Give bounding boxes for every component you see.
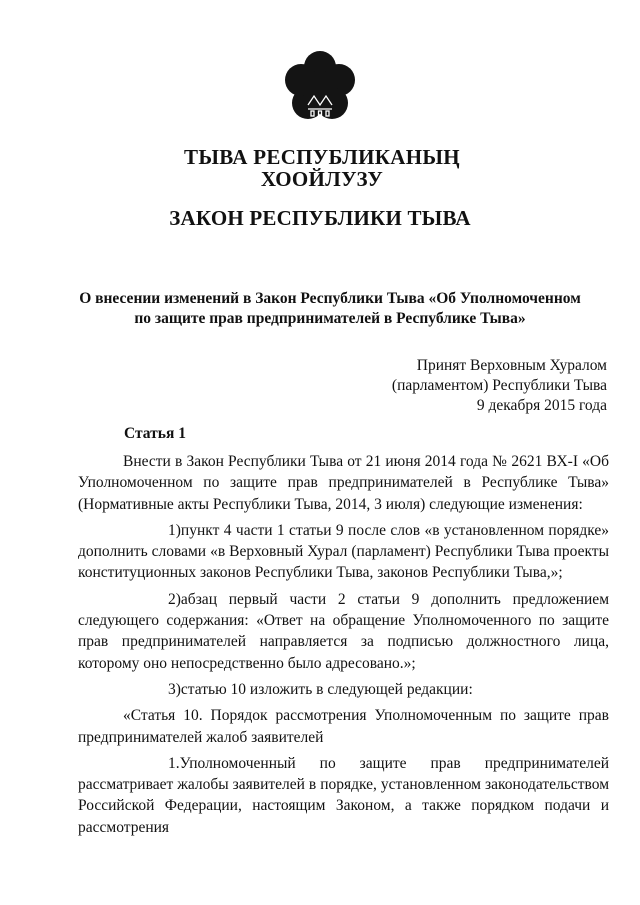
law-subject <box>60 289 600 329</box>
item-number: 2) <box>168 590 181 608</box>
item-text: пункт 4 части 1 статьи 9 после слов «в установленном порядке» дополнить словами «в Верховный Хурал (парламент) Республики Тыва проекты конституционных законов Республики Тыва, законов Республики Тыва,»; <box>78 521 609 582</box>
adoption-line: (парламентом) Республики Тыва <box>391 377 607 394</box>
article-heading: Статья 1 <box>124 425 186 442</box>
article-body <box>78 451 609 843</box>
emblem-icon <box>279 47 361 129</box>
quoted-list-item <box>78 753 609 838</box>
law-subject-line: О внесении изменений в Закон Республики Тыва «Об Уполномоченном <box>79 290 581 307</box>
item-number: 3) <box>168 680 181 698</box>
item-text: Уполномоченный по защите прав предпринимателей рассматривает жалобы заявителей в порядке, установленном законодательством Российской Федерации, настоящим Законом, а также порядком подачи и рассмотрения <box>78 754 609 836</box>
adoption-line: Принят Верховным Хуралом <box>416 357 607 374</box>
adoption-date: 9 декабря 2015 года <box>476 397 607 414</box>
item-text: статью 10 изложить в следующей редакции: <box>180 680 473 698</box>
header-title-tuvan: ТЫВА РЕСПУБЛИКАНЫҢ <box>184 145 460 169</box>
item-number: 1. <box>168 754 180 772</box>
item-text: абзац первый части 2 статьи 9 дополнить предложением следующего содержания: «Ответ на обращение Уполномоченного по защите прав предпринимателей направляется за подписью должностного лица, которому оно непосредственно было адресовано.»; <box>78 590 609 672</box>
list-item <box>78 589 609 674</box>
quoted-article-heading: «Статья 10. Порядок рассмотрения Уполномоченным по защите прав предпринимателей жалоб заявителей <box>78 707 609 746</box>
list-item <box>78 520 609 584</box>
header-title-tuvan-law: ХООЙЛУЗУ <box>260 167 384 191</box>
law-title: ЗАКОН РЕСПУБЛИКИ ТЫВА <box>169 206 471 230</box>
list-item <box>78 679 609 700</box>
article-intro: Внести в Закон Республики Тыва от 21 июня 2014 года № 2621 ВХ-I «Об Уполномоченном по защите прав предпринимателей в Республике Тыва» (Нормативные акты Республики Тыва, 2014, 3 июля) следующие изменения: <box>78 453 609 513</box>
adoption-note <box>307 356 607 416</box>
law-subject-line: по защите прав предпринимателей в Республике Тыва» <box>134 310 526 327</box>
item-number: 1) <box>168 521 181 539</box>
